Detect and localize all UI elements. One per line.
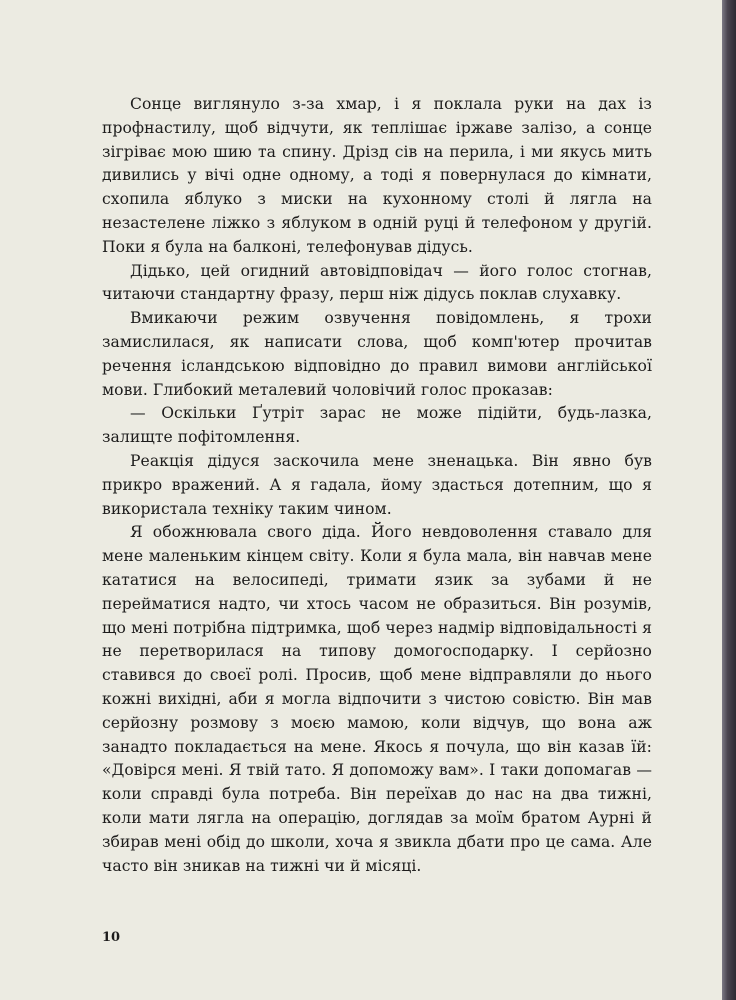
- paragraph-2: Дідько, цей огидний автовідповідач — його голос стогнав, читаючи стандартну фразу, перш ніж дідусь поклав слухавку.: [102, 261, 652, 304]
- paragraph-5: Реакція дідуся заскочила мене зненацька. Він явно був прикро вражений. А я гадала, йому здасться дотепним, що я використала техніку таким чином.: [102, 451, 652, 518]
- paragraph-3: Вмикаючи режим озвучення повідомлень, я трохи замислилася, як написати слова, щоб комп'ютер прочитав речення ісландською відповідно до правил вимови англійської мови. Глибокий металевий чоловічий голос проказав:: [102, 309, 652, 399]
- paragraph-4: — Оскільки Ґутріт зарас не може підійти, будь-лазка, залищте пофітомлення.: [102, 404, 652, 447]
- paragraph-1: Сонце виглянуло з-за хмар, і я поклала руки на дах із профнастилу, щоб відчути, як теплішає іржаве залізо, а сонце зігріває мою шию та спину. Дрізд сів на перила, і ми якусь мить дивились у вічі одне одному, а тоді я повернулася до кімнати, схопила яблуко з миски на кухонному столі й лягла на незастелене ліжко з яблуком в одній руці й телефоном у другій. Поки я була на балконі, телефонував дідусь.: [102, 95, 652, 256]
- body-text: [102, 93, 652, 878]
- paragraph-6: Я обожнювала свого діда. Його невдоволення ставало для мене маленьким кінцем світу. Коли я була мала, він навчав мене кататися на велосипеді, тримати язик за зубами й не перейматися надто, чи хтось часом не образиться. Він розумів, що мені потрібна підтримка, щоб через надмір відповідальності я не перетворилася на типову домогосподарку. І серйозно ставився до своєї ролі. Просив, щоб мене відправляли до нього кожні вихідні, аби я могла відпочити з чистою совістю. Він мав серйозну розмову з моєю мамою, коли відчув, що вона аж занадто покладається на мене. Якось я почула, що він казав їй: «Довірся мені. Я твій тато. Я допоможу вам». І таки допомагав — коли справді була потреба. Він переїхав до нас на два тижні, коли мати лягла на операцію, доглядав за моїм братом Аурні й збирав мені обід до школи, хоча я звикла дбати про це сама. Але часто він зникав на тижні чи й місяці.: [102, 523, 652, 875]
- page-number: 10: [102, 930, 121, 945]
- page-edge: [722, 0, 736, 1000]
